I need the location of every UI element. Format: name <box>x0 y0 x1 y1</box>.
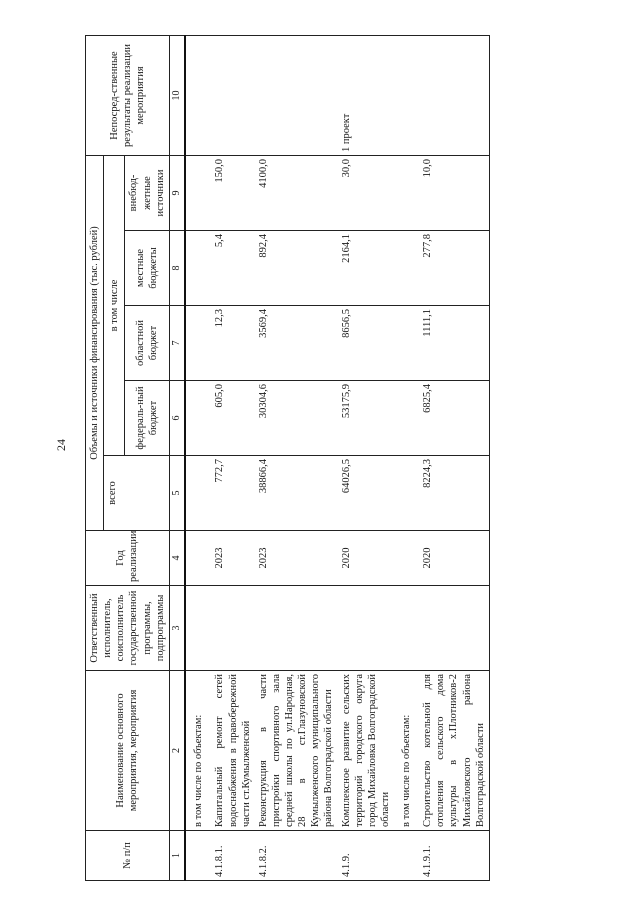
row-local: 277,8 <box>419 231 489 306</box>
row-local <box>394 231 419 306</box>
column-number: 2 <box>169 671 185 831</box>
row-regional: 8656,5 <box>338 306 395 381</box>
header-including: в том числе <box>104 156 125 456</box>
row-name: в том числе по объектам: <box>394 671 419 831</box>
row-total: 38866,4 <box>255 456 338 531</box>
row-regional: 12,3 <box>211 306 254 381</box>
row-federal: 30304,6 <box>255 381 338 456</box>
row-executor <box>211 586 254 671</box>
table-row <box>185 36 211 881</box>
header-executor: Ответственный исполнитель, соисполнитель государственной программы, подпрограммы <box>86 586 170 671</box>
row-federal <box>394 381 419 456</box>
row-executor <box>255 586 338 671</box>
row-executor <box>394 586 419 671</box>
row-name: Капитальный ремонт сетей водоснабжения в правобережной части ст.Кумылженской <box>211 671 254 831</box>
column-number: 6 <box>169 381 185 456</box>
header-name: Наименование основного мероприятия, мероприятия <box>86 671 170 831</box>
row-total <box>185 456 211 531</box>
row-regional: 3569,4 <box>255 306 338 381</box>
row-offbudget: 30,0 <box>338 156 395 231</box>
row-num: 4.1.9.1. <box>419 831 489 881</box>
header-federal: федераль-ный бюджет <box>125 381 169 456</box>
row-num <box>185 831 211 881</box>
row-results <box>211 36 254 156</box>
column-number: 1 <box>169 831 185 881</box>
row-num: 4.1.9. <box>338 831 395 881</box>
row-name: в том числе по объектам: <box>185 671 211 831</box>
row-name: Комплексное развитие сельских территорий городского округа город Михайловка Волгоградской области <box>338 671 395 831</box>
row-local: 892,4 <box>255 231 338 306</box>
row-local <box>185 231 211 306</box>
row-year: 2023 <box>211 531 254 586</box>
table-row <box>419 36 489 881</box>
header-offbudget: внебюд-жетные источники <box>125 156 169 231</box>
header-year: Год реализации <box>86 531 170 586</box>
row-name: Строительство котельной для отопления сельского дома культуры в х.Плотников-2 Михайловского района Волгоградской области <box>419 671 489 831</box>
row-results <box>394 36 419 156</box>
page-number: 24 <box>54 439 68 451</box>
column-number: 3 <box>169 586 185 671</box>
financing-table <box>85 35 490 881</box>
header-regional: областной бюджет <box>125 306 169 381</box>
column-number: 7 <box>169 306 185 381</box>
row-offbudget <box>185 156 211 231</box>
row-executor <box>185 586 211 671</box>
row-total: 64026,5 <box>338 456 395 531</box>
row-year <box>185 531 211 586</box>
row-results: 1 проект <box>338 36 395 156</box>
column-number: 5 <box>169 456 185 531</box>
row-federal: 605,0 <box>211 381 254 456</box>
table-row <box>394 36 419 881</box>
row-offbudget: 10,0 <box>419 156 489 231</box>
row-year: 2020 <box>338 531 395 586</box>
row-results <box>255 36 338 156</box>
row-executor <box>338 586 395 671</box>
landscape-table-container <box>85 36 605 881</box>
row-local: 5,4 <box>211 231 254 306</box>
header-results: Непосред-ственные результаты реализации мероприятия <box>86 36 170 156</box>
row-results <box>419 36 489 156</box>
row-regional: 1111,1 <box>419 306 489 381</box>
row-regional <box>185 306 211 381</box>
row-local: 2164,1 <box>338 231 395 306</box>
table-row <box>211 36 254 881</box>
row-federal: 53175,9 <box>338 381 395 456</box>
row-year: 2020 <box>419 531 489 586</box>
row-federal: 6825,4 <box>419 381 489 456</box>
row-num: 4.1.8.1. <box>211 831 254 881</box>
header-local: местные бюджеты <box>125 231 169 306</box>
table-row <box>255 36 338 881</box>
header-total: всего <box>104 456 170 531</box>
table-row <box>338 36 395 881</box>
column-number: 9 <box>169 156 185 231</box>
header-funding: Объемы и источники финансирования (тыс. рублей) <box>86 156 104 531</box>
row-num: 4.1.8.2. <box>255 831 338 881</box>
row-results <box>185 36 211 156</box>
column-number: 8 <box>169 231 185 306</box>
column-number: 4 <box>169 531 185 586</box>
row-executor <box>419 586 489 671</box>
row-year <box>394 531 419 586</box>
row-year: 2023 <box>255 531 338 586</box>
row-name: Реконструкция в части пристройки спортивного зала средней школы по ул.Народная, 28 в ст.Глазуновской Кумылженского муниципального района Волгоградской области <box>255 671 338 831</box>
row-regional <box>394 306 419 381</box>
header-num: № п/п <box>86 831 170 881</box>
row-total: 772,7 <box>211 456 254 531</box>
row-federal <box>185 381 211 456</box>
row-total: 8224,3 <box>419 456 489 531</box>
row-num <box>394 831 419 881</box>
row-offbudget: 4100,0 <box>255 156 338 231</box>
column-number: 10 <box>169 36 185 156</box>
row-offbudget: 150,0 <box>211 156 254 231</box>
row-total <box>394 456 419 531</box>
row-offbudget <box>394 156 419 231</box>
